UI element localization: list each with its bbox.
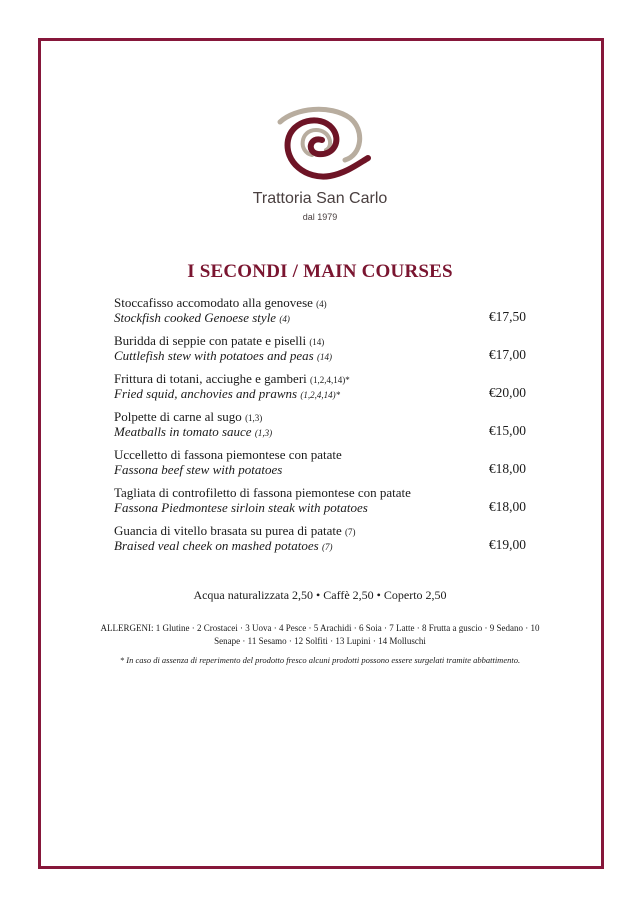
item-price: €18,00 bbox=[488, 499, 526, 514]
menu-items bbox=[114, 296, 526, 562]
menu-item bbox=[114, 486, 526, 524]
item-allergens: (4) bbox=[316, 299, 327, 309]
item-name-it: Polpette di carne al sugo bbox=[114, 409, 242, 424]
item-price: €15,00 bbox=[488, 423, 526, 438]
item-allergens: (4) bbox=[279, 314, 290, 324]
item-allergens: (14) bbox=[316, 352, 332, 362]
item-allergens: (7) bbox=[345, 527, 356, 537]
item-name-it: Stoccafisso accomodato alla genovese bbox=[114, 295, 313, 310]
item-allergens: (1,3) bbox=[245, 413, 263, 423]
item-price: €17,50 bbox=[488, 309, 526, 324]
item-allergens: (7) bbox=[321, 542, 333, 552]
item-name-en: Fassona beef stew with potatoes bbox=[114, 462, 283, 477]
menu-item bbox=[114, 372, 526, 410]
item-allergens: (1,2,4,14)* bbox=[300, 390, 341, 400]
item-name-it: Buridda di seppie con patate e piselli bbox=[114, 333, 307, 348]
item-name-it: Tagliata di controfiletto di fassona piemontese con patate bbox=[114, 485, 411, 500]
item-name-it: Guancia di vitello brasata su purea di patate bbox=[114, 523, 342, 538]
restaurant-name: Trattoria San Carlo bbox=[252, 190, 388, 207]
item-allergens: (1,3) bbox=[254, 428, 273, 438]
item-price: €18,00 bbox=[488, 461, 526, 476]
menu-item bbox=[114, 448, 526, 486]
menu-item bbox=[114, 334, 526, 372]
menu-item bbox=[114, 296, 526, 334]
item-name-en: Stockfish cooked Genoese style bbox=[114, 310, 277, 325]
item-name-it: Uccelletto di fassona piemontese con patate bbox=[114, 447, 342, 462]
item-price: €17,00 bbox=[488, 347, 526, 362]
item-allergens: (1,2,4,14)* bbox=[310, 375, 350, 385]
established-year: dal 1979 bbox=[302, 212, 338, 222]
item-price: €19,00 bbox=[488, 537, 526, 552]
item-price: €20,00 bbox=[488, 385, 526, 400]
item-name-en: Braised veal cheek on mashed potatoes bbox=[114, 538, 319, 553]
menu-item bbox=[114, 524, 526, 562]
item-name-it: Frittura di totani, acciughe e gamberi bbox=[114, 371, 307, 386]
spiral-logo-icon bbox=[250, 100, 390, 190]
section-title: I SECONDI / MAIN COURSES bbox=[187, 261, 453, 282]
item-name-en: Cuttlefish stew with potatoes and peas bbox=[114, 348, 314, 363]
allergens-legend: ALLERGENI: 1 Glutine · 2 Crostacei · 3 Uova · 4 Pesce · 5 Arachidi · 6 Soia · 7 Latte · 8 Frutta a guscio · 9 Sedano · 10 Senape · 11 Sesamo · 12 Solfiti · 13 Lupini · 14 Molluschi bbox=[100, 623, 540, 646]
item-name-en: Fried squid, anchovies and prawns bbox=[114, 386, 298, 401]
frozen-products-note: * In caso di assenza di reperimento del prodotto fresco alcuni prodotti possono essere surgelati tramite abbattimento. bbox=[119, 655, 521, 665]
item-name-en: Meatballs in tomato sauce bbox=[114, 424, 252, 439]
extras-line: Acqua naturalizzata 2,50 • Caffè 2,50 • Coperto 2,50 bbox=[193, 588, 447, 602]
item-allergens: (14) bbox=[309, 337, 325, 347]
item-name-en: Fassona Piedmontese sirloin steak with potatoes bbox=[114, 500, 368, 515]
menu-item bbox=[114, 410, 526, 448]
